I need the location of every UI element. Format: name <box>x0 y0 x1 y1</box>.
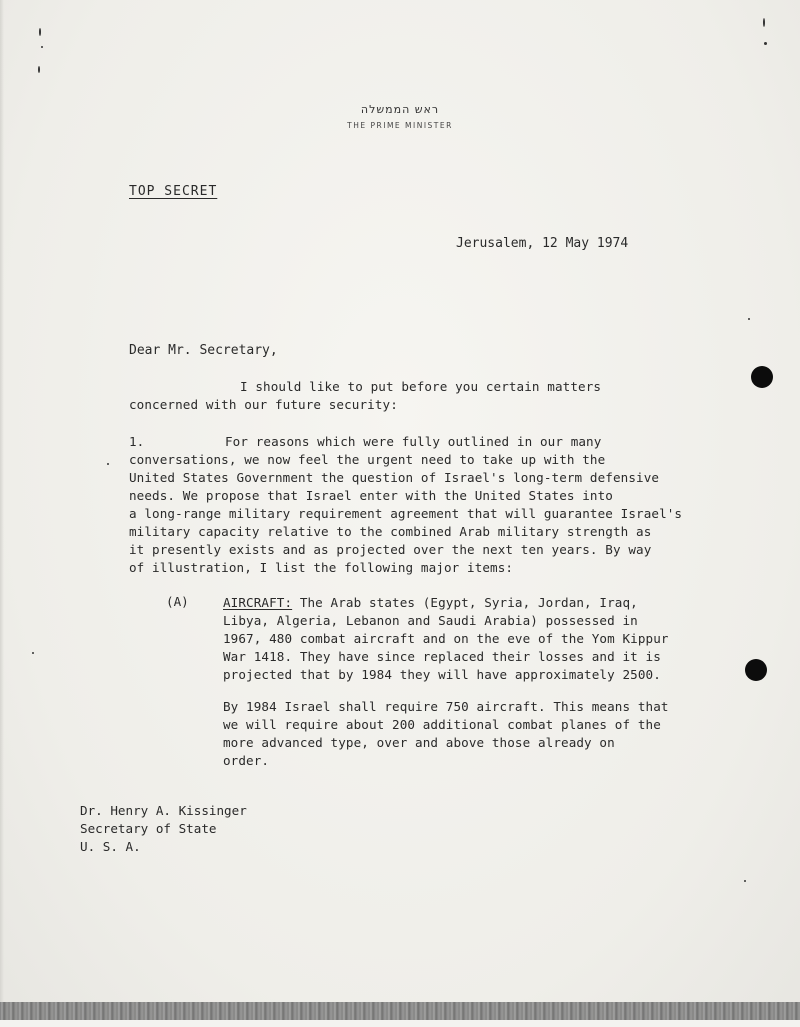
point1-line: a long-range military requirement agreement that will guarantee Israel's <box>129 506 683 521</box>
point1-line: For reasons which were fully outlined in our many <box>225 434 602 449</box>
scan-bottom-margin <box>0 1020 800 1027</box>
point1-line: of illustration, I list the following major items: <box>129 560 514 575</box>
point1-line: United States Government the question of Israel's long-term defensive <box>129 470 660 485</box>
point1-line: needs. We propose that Israel enter with the United States into <box>129 488 613 503</box>
scan-edge-shadow <box>0 0 4 1027</box>
point1-line: it presently exists and as projected over the next ten years. By way <box>129 542 652 557</box>
intro-line: concerned with our future security: <box>129 397 398 412</box>
scan-speck <box>107 463 109 465</box>
point1-number: 1. <box>129 434 145 449</box>
letterhead-hebrew: ראש הממשלה <box>360 103 440 116</box>
item-a-para2-line: order. <box>223 753 270 768</box>
addressee-line: Secretary of State <box>80 821 217 836</box>
intro-line: I should like to put before you certain matters <box>240 379 602 394</box>
scan-speck <box>744 880 746 882</box>
item-a-line: 1967, 480 combat aircraft and on the eve of the Yom Kippur <box>223 631 669 646</box>
point1-line: military capacity relative to the combined Arab military strength as <box>129 524 652 539</box>
scan-speck <box>32 652 34 654</box>
date-line: Jerusalem, 12 May 1974 <box>456 236 629 251</box>
scan-speck <box>38 66 40 73</box>
addressee-line: Dr. Henry A. Kissinger <box>80 803 247 818</box>
item-a-line: War 1418. They have since replaced their losses and it is <box>223 649 661 664</box>
item-a-line: projected that by 1984 they will have approximately 2500. <box>223 667 661 682</box>
salutation: Dear Mr. Secretary, <box>129 343 278 358</box>
item-a-first-line <box>223 594 638 612</box>
scan-speck <box>39 28 41 36</box>
addressee-line: U. S. A. <box>80 839 141 854</box>
item-a-para2-line: more advanced type, over and above those already on <box>223 735 615 750</box>
letterhead-title: THE PRIME MINISTER <box>347 121 453 130</box>
item-a-para2-line: we will require about 200 additional combat planes of the <box>223 717 661 732</box>
item-a-marker: (A) <box>166 594 189 609</box>
item-a-first-line-rest: The Arab states (Egypt, Syria, Jordan, Iraq, <box>292 595 638 610</box>
item-a-line: Libya, Algeria, Lebanon and Saudi Arabia) possessed in <box>223 613 638 628</box>
scan-speck <box>764 42 767 45</box>
scan-speck <box>748 318 750 320</box>
punch-hole <box>751 366 773 388</box>
item-a-heading: AIRCRAFT: <box>223 595 293 610</box>
point1-line: conversations, we now feel the urgent need to take up with the <box>129 452 606 467</box>
item-a-para2-line: By 1984 Israel shall require 750 aircraft. This means that <box>223 699 669 714</box>
scan-speck <box>41 46 43 48</box>
punch-hole <box>745 659 767 681</box>
scan-speck <box>763 18 765 27</box>
classification-label: TOP SECRET <box>129 184 218 199</box>
